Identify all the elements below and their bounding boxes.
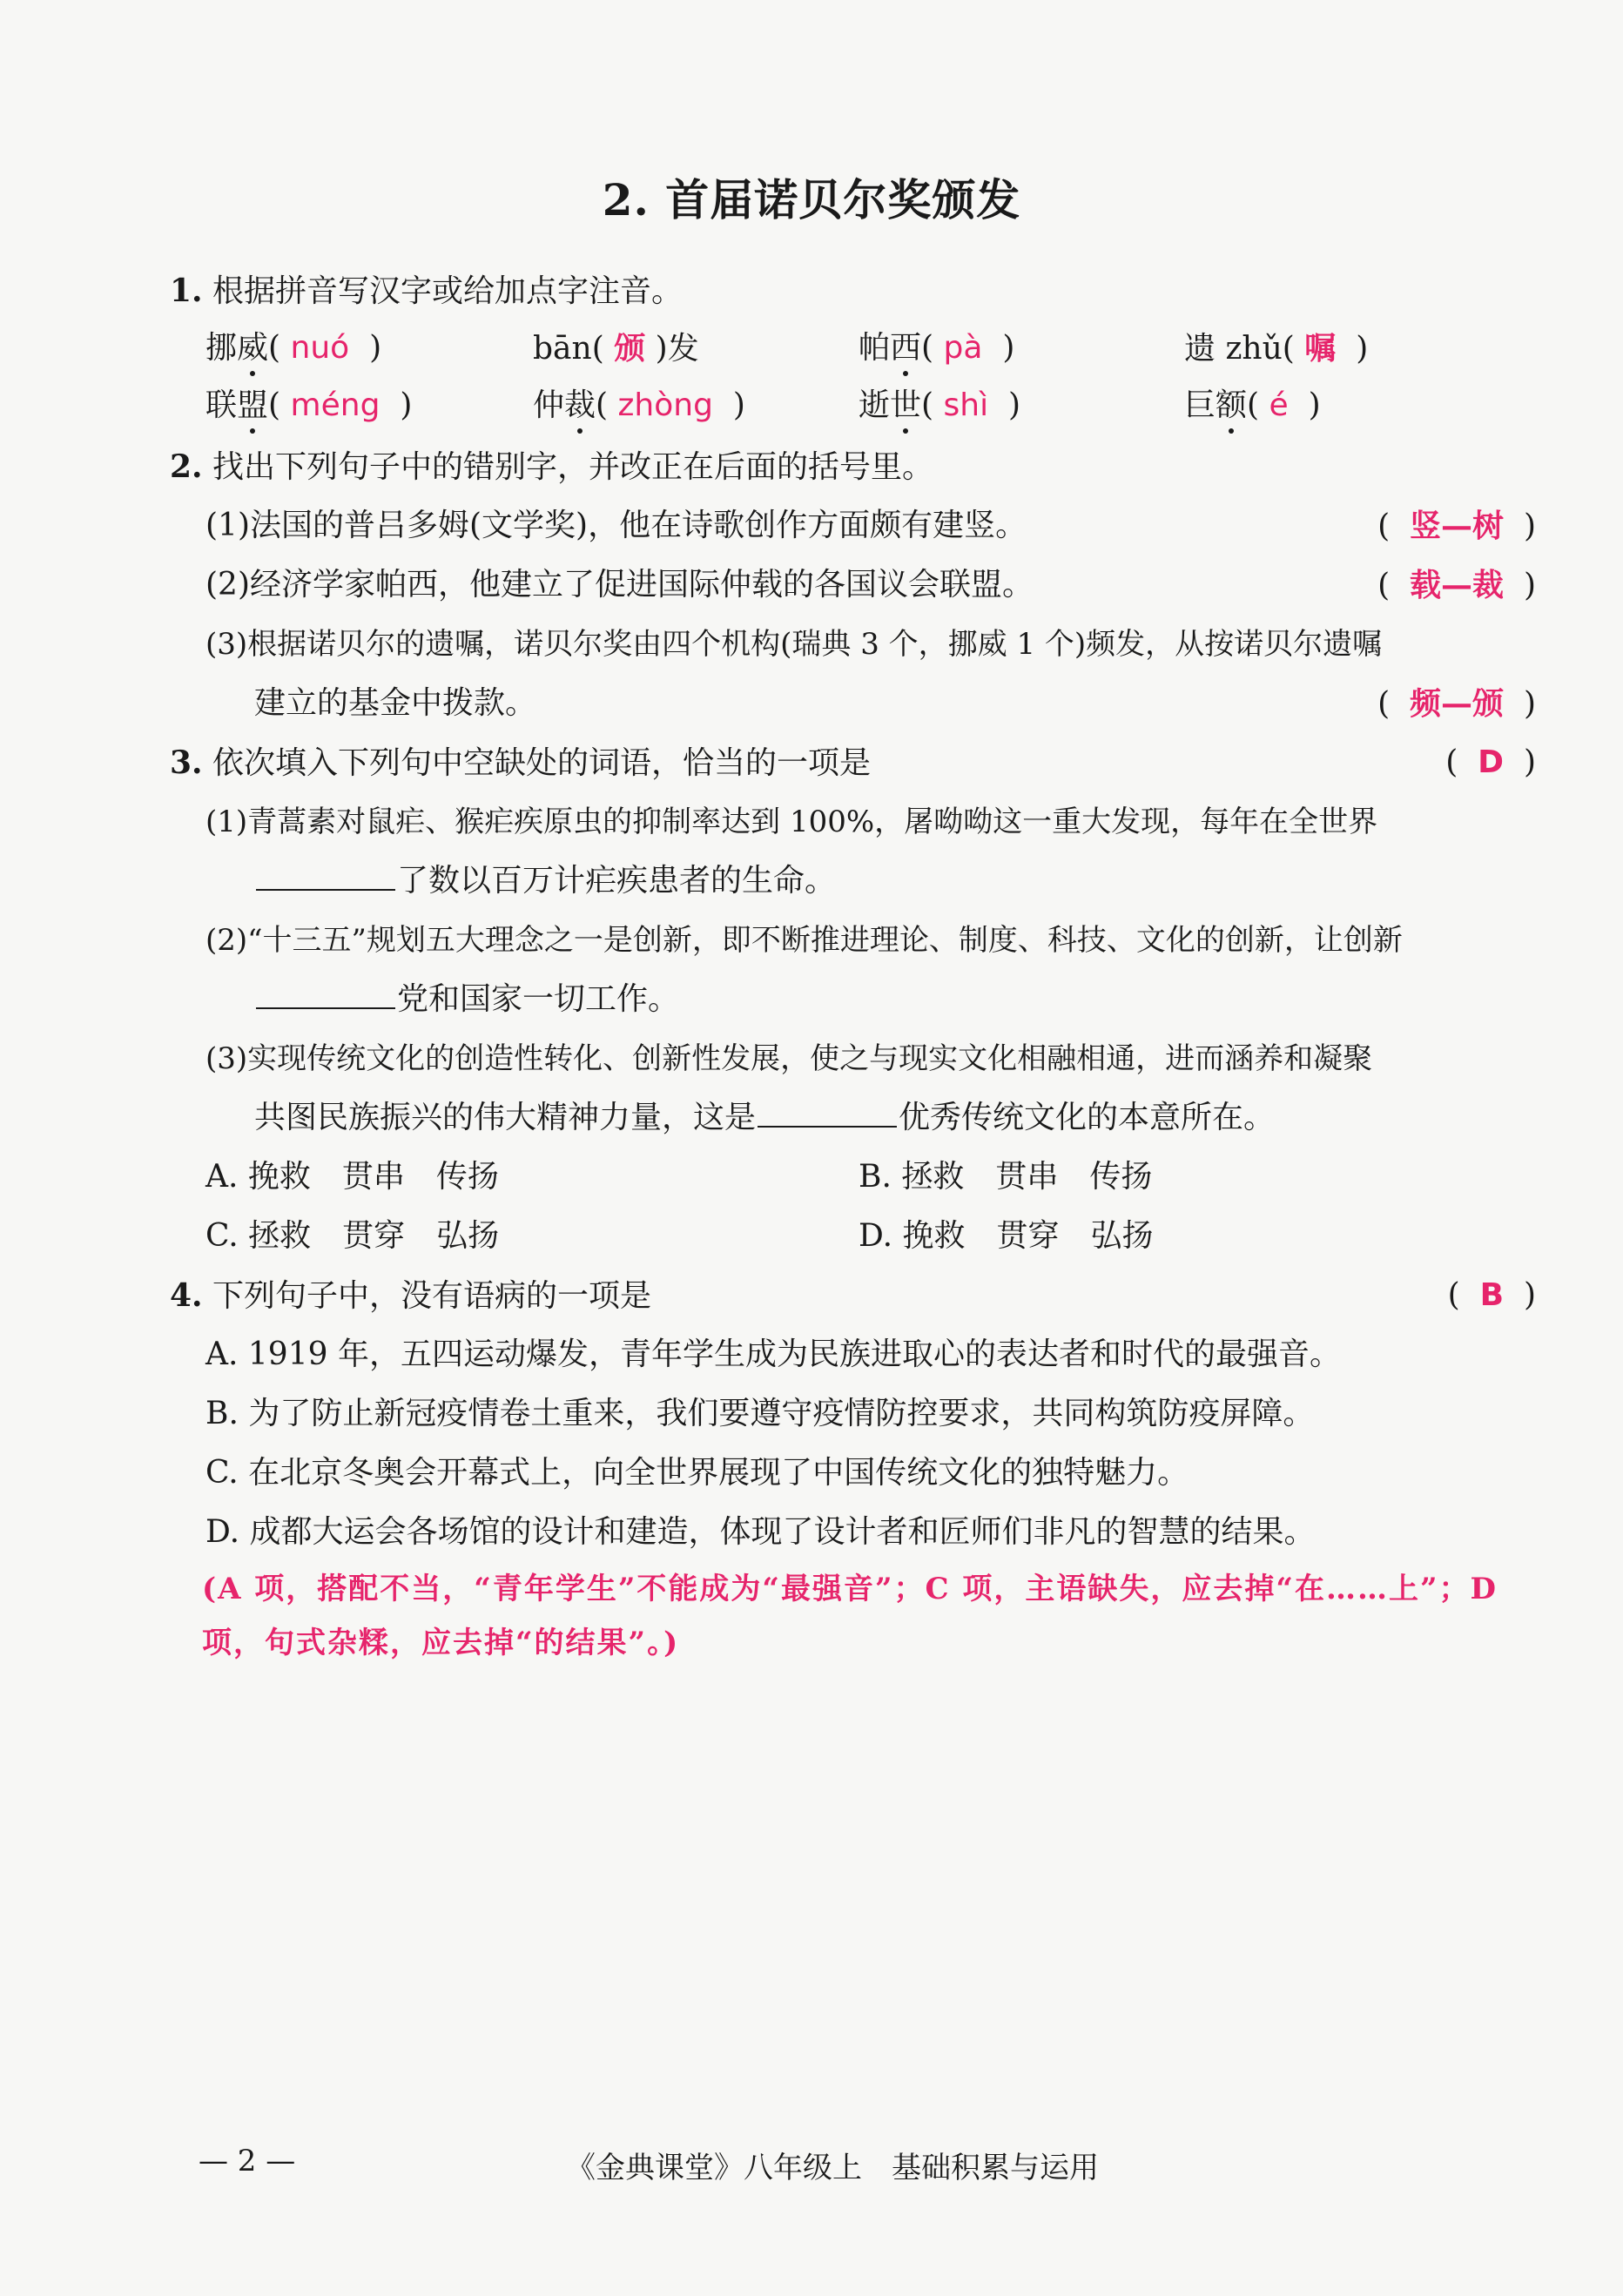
sentence: (2)“十三五”规划五大理念之一是创新，即不断推进理论、制度、科技、文化的创新，让创新	[205, 923, 1403, 958]
question-4	[170, 1275, 651, 1317]
pinyin-item: 逝世( shì )	[859, 387, 1021, 423]
answer-text: 竖—树	[1410, 508, 1505, 544]
sentence: (1)法国的普吕多姆(文学奖)，他在诗歌创作方面颇有建竖。	[205, 508, 1027, 543]
option-a: A. 挽救 贯串 传扬	[205, 1159, 499, 1195]
question-1	[170, 270, 683, 313]
pinyin-item: 挪威( nuó )	[205, 330, 382, 366]
pinyin-item: 仲裁( zhòng )	[533, 387, 745, 423]
sentence: 党和国家一切工作。	[254, 979, 679, 1020]
answer-text: B	[1479, 1277, 1505, 1313]
question-number: 3.	[170, 744, 203, 781]
pinyin-item: bān( 颁 )发	[533, 330, 699, 367]
question-text: 下列句子中，没有语病的一项是	[212, 1278, 652, 1314]
answer-explanation: (A 项，搭配不当，“青年学生”不能成为“最强音”；C 项，主语缺失，应去掉“在……上”；D 项，句式杂糅，应去掉“的结果”。)	[202, 1572, 1498, 1660]
question-3	[170, 742, 871, 784]
pinyin-item: 巨额( é )	[1184, 387, 1321, 423]
option-d: D. 挽救 贯穿 弘扬	[859, 1218, 1154, 1254]
page-title: 2. 首届诺贝尔奖颁发	[602, 174, 1021, 226]
answer-paren: ( D )	[1445, 744, 1536, 780]
answer-text: 频—颁	[1410, 685, 1505, 722]
answer-paren: ( 竖—树 )	[1377, 508, 1536, 544]
answer-text: pà	[943, 330, 983, 366]
pinyin-item: 遗 zhǔ( 嘱 )	[1184, 330, 1369, 367]
answer-text: é	[1269, 387, 1289, 423]
answer-paren: ( B )	[1447, 1277, 1536, 1313]
fill-blank	[758, 1100, 897, 1128]
fill-blank	[256, 981, 395, 1009]
answer-text: 载—裁	[1410, 567, 1505, 603]
option-a: A. 1919 年，五四运动爆发，青年学生成为民族进取心的表达者和时代的最强音。	[205, 1337, 1341, 1372]
question-2	[170, 446, 933, 488]
option-d: D. 成都大运会各场馆的设计和建造，体现了设计者和匠师们非凡的智慧的结果。	[205, 1514, 1316, 1550]
question-text: 找出下列句子中的错别字，并改正在后面的括号里。	[212, 449, 934, 485]
sentence: 建立的基金中拨款。	[254, 685, 537, 721]
sentence: (1)青蒿素对鼠疟、猴疟疾原虫的抑制率达到 100%，屠呦呦这一重大发现，每年在全世界	[205, 805, 1378, 839]
answer-text: nuó	[290, 330, 350, 366]
answer-text: D	[1478, 744, 1505, 780]
sentence: (2)经济学家帕西，他建立了促进国际仲载的各国议会联盟。	[205, 567, 1034, 603]
answer-text: 颁	[614, 330, 646, 367]
answer-text: méng	[290, 387, 380, 423]
option-b: B. 为了防止新冠疫情卷土重来，我们要遵守疫情防控要求，共同构筑防疫屏障。	[205, 1396, 1315, 1431]
answer-text: shì	[943, 387, 989, 423]
answer-paren: ( 载—裁 )	[1377, 567, 1536, 603]
option-c: C. 拯救 贯穿 弘扬	[205, 1218, 500, 1254]
fill-blank	[256, 863, 395, 891]
sentence: 共图民族振兴的伟大精神力量，这是 优秀传统文化的本意所在。	[254, 1100, 1276, 1135]
answer-paren: ( 频—颁 )	[1377, 685, 1536, 722]
sentence: (3)实现传统文化的创造性转化、创新性发展，使之与现实文化相融相通，进而涵养和凝聚	[205, 1041, 1373, 1076]
page-number: — 2 —	[199, 2144, 296, 2178]
sentence: (3)根据诺贝尔的遗嘱，诺贝尔奖由四个机构(瑞典 3 个，挪威 1 个)频发，从按诺贝尔遗嘱	[205, 627, 1383, 662]
question-text: 依次填入下列句中空缺处的词语，恰当的一项是	[212, 745, 872, 781]
question-text: 根据拼音写汉字或给加点字注音。	[212, 273, 684, 309]
question-number: 2.	[170, 448, 203, 485]
answer-text: 嘱	[1304, 330, 1337, 367]
answer-text: zhòng	[617, 387, 713, 423]
question-number: 1.	[170, 273, 203, 309]
option-c: C. 在北京冬奥会开幕式上，向全世界展现了中国传统文化的独特魅力。	[205, 1455, 1189, 1491]
sentence: 了数以百万计疟疾患者的生命。	[254, 860, 836, 902]
question-number: 4.	[170, 1277, 203, 1314]
pinyin-item: 联盟( méng )	[205, 387, 413, 423]
option-b: B. 拯救 贯串 传扬	[859, 1159, 1153, 1195]
pinyin-item: 帕西( pà )	[859, 330, 1015, 366]
book-title: 《金典课堂》八年级上 基础积累与运用	[566, 2151, 1099, 2185]
